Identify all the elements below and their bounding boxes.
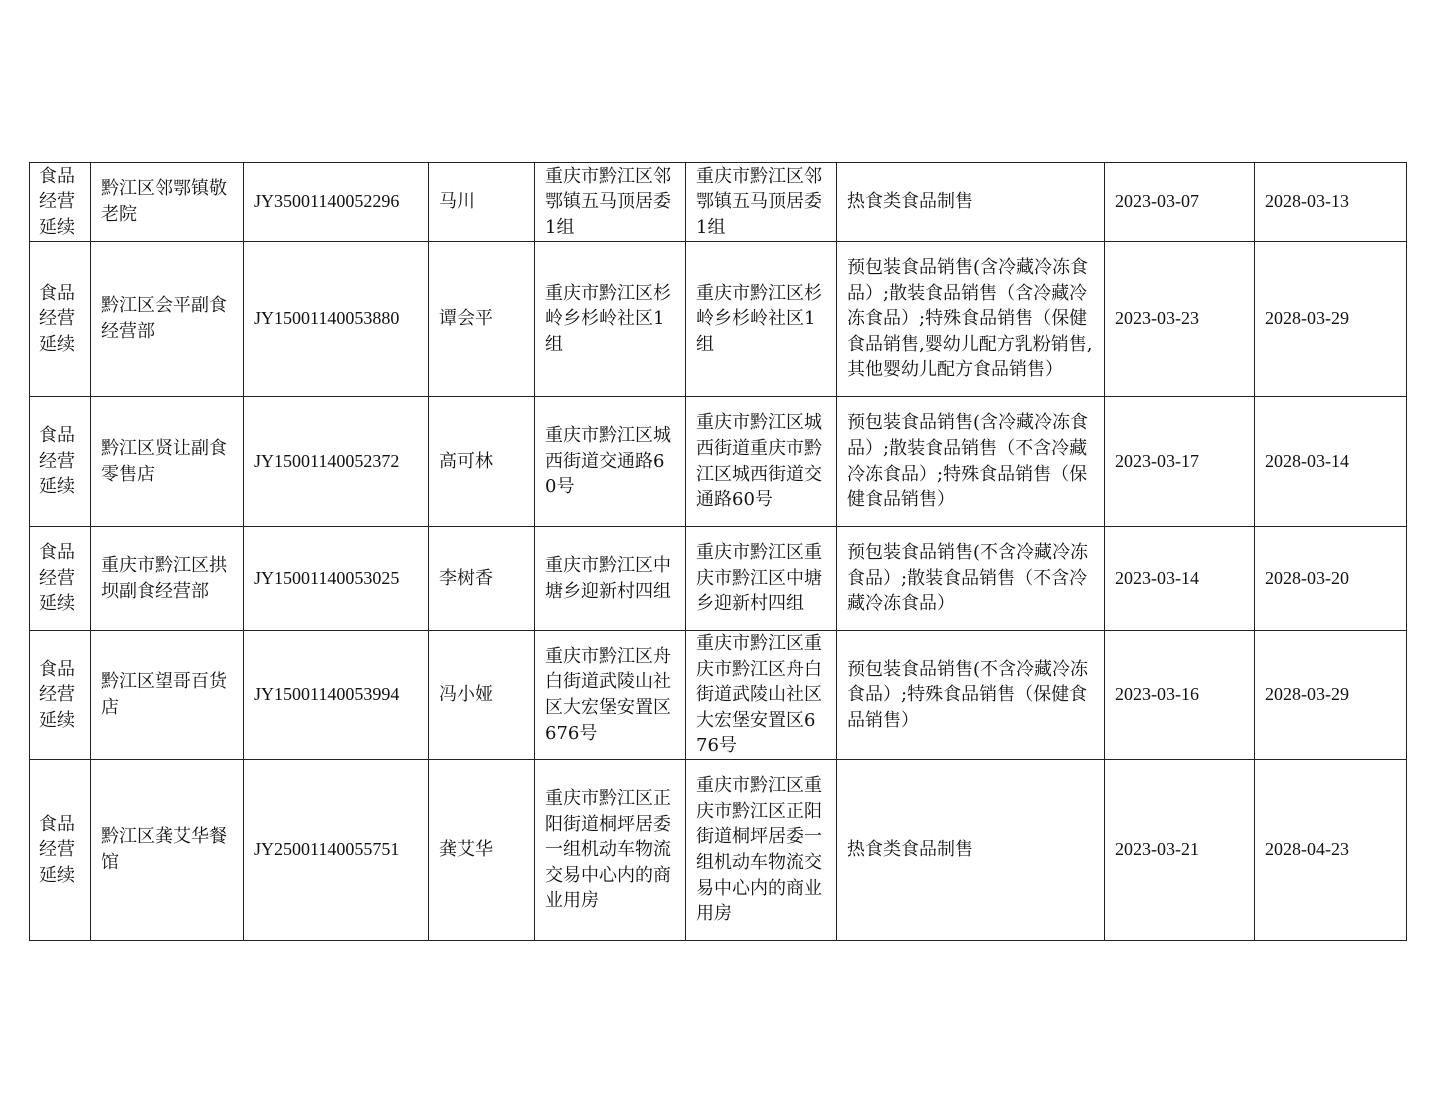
table-row (30, 242, 1407, 397)
issue-date-cell: 2023-03-21 (1105, 760, 1255, 941)
premises-cell: 重庆市黔江区重庆市黔江区正阳街道桐坪居委一组机动车物流交易中心内的商业用房 (686, 760, 837, 941)
business-name-cell: 黔江区望哥百货店 (91, 631, 244, 760)
expiry-date-cell: 2028-03-29 (1255, 631, 1407, 760)
legal-person-cell: 谭会平 (429, 242, 535, 397)
license-type-cell: 食品经营延续 (30, 163, 91, 242)
premises-cell: 重庆市黔江区城西街道重庆市黔江区城西街道交通路60号 (686, 397, 837, 527)
issue-date-cell: 2023-03-23 (1105, 242, 1255, 397)
license-number-cell: JY15001140053025 (244, 527, 429, 631)
license-table (29, 162, 1407, 941)
legal-person-cell: 李树香 (429, 527, 535, 631)
issue-date-cell: 2023-03-17 (1105, 397, 1255, 527)
expiry-date-cell: 2028-03-20 (1255, 527, 1407, 631)
address-cell: 重庆市黔江区中塘乡迎新村四组 (535, 527, 686, 631)
legal-person-cell: 龚艾华 (429, 760, 535, 941)
table-row (30, 527, 1407, 631)
table-row (30, 397, 1407, 527)
premises-cell: 重庆市黔江区重庆市黔江区舟白街道武陵山社区大宏堡安置区676号 (686, 631, 837, 760)
business-scope-cell: 预包装食品销售(不含冷藏冷冻食品）;散装食品销售（不含冷藏冷冻食品） (837, 527, 1105, 631)
license-type-cell: 食品经营延续 (30, 760, 91, 941)
license-type-cell: 食品经营延续 (30, 242, 91, 397)
table-row (30, 163, 1407, 242)
business-scope-cell: 预包装食品销售(含冷藏冷冻食品）;散装食品销售（不含冷藏冷冻食品）;特殊食品销售（保健食品销售） (837, 397, 1105, 527)
license-number-cell: JY25001140055751 (244, 760, 429, 941)
legal-person-cell: 马川 (429, 163, 535, 242)
address-cell: 重庆市黔江区杉岭乡杉岭社区1组 (535, 242, 686, 397)
license-type-cell: 食品经营延续 (30, 631, 91, 760)
business-scope-cell: 预包装食品销售(含冷藏冷冻食品）;散装食品销售（含冷藏冷冻食品）;特殊食品销售（保健食品销售,婴幼儿配方乳粉销售,其他婴幼儿配方食品销售） (837, 242, 1105, 397)
license-number-cell: JY35001140052296 (244, 163, 429, 242)
expiry-date-cell: 2028-03-13 (1255, 163, 1407, 242)
business-name-cell: 黔江区会平副食经营部 (91, 242, 244, 397)
issue-date-cell: 2023-03-16 (1105, 631, 1255, 760)
address-cell: 重庆市黔江区邻鄂镇五马顶居委1组 (535, 163, 686, 242)
business-name-cell: 黔江区邻鄂镇敬老院 (91, 163, 244, 242)
license-number-cell: JY15001140052372 (244, 397, 429, 527)
expiry-date-cell: 2028-04-23 (1255, 760, 1407, 941)
license-type-cell: 食品经营延续 (30, 397, 91, 527)
address-cell: 重庆市黔江区正阳街道桐坪居委一组机动车物流交易中心内的商业用房 (535, 760, 686, 941)
issue-date-cell: 2023-03-14 (1105, 527, 1255, 631)
expiry-date-cell: 2028-03-29 (1255, 242, 1407, 397)
business-name-cell: 黔江区贤让副食零售店 (91, 397, 244, 527)
license-number-cell: JY15001140053994 (244, 631, 429, 760)
business-name-cell: 黔江区龚艾华餐馆 (91, 760, 244, 941)
legal-person-cell: 冯小娅 (429, 631, 535, 760)
address-cell: 重庆市黔江区舟白街道武陵山社区大宏堡安置区676号 (535, 631, 686, 760)
expiry-date-cell: 2028-03-14 (1255, 397, 1407, 527)
table-row (30, 760, 1407, 941)
premises-cell: 重庆市黔江区杉岭乡杉岭社区1组 (686, 242, 837, 397)
address-cell: 重庆市黔江区城西街道交通路60号 (535, 397, 686, 527)
premises-cell: 重庆市黔江区邻鄂镇五马顶居委1组 (686, 163, 837, 242)
table-row (30, 631, 1407, 760)
business-name-cell: 重庆市黔江区拱坝副食经营部 (91, 527, 244, 631)
license-number-cell: JY15001140053880 (244, 242, 429, 397)
issue-date-cell: 2023-03-07 (1105, 163, 1255, 242)
license-type-cell: 食品经营延续 (30, 527, 91, 631)
business-scope-cell: 热食类食品制售 (837, 760, 1105, 941)
business-scope-cell: 预包装食品销售(不含冷藏冷冻食品）;特殊食品销售（保健食品销售） (837, 631, 1105, 760)
premises-cell: 重庆市黔江区重庆市黔江区中塘乡迎新村四组 (686, 527, 837, 631)
legal-person-cell: 高可林 (429, 397, 535, 527)
business-scope-cell: 热食类食品制售 (837, 163, 1105, 242)
